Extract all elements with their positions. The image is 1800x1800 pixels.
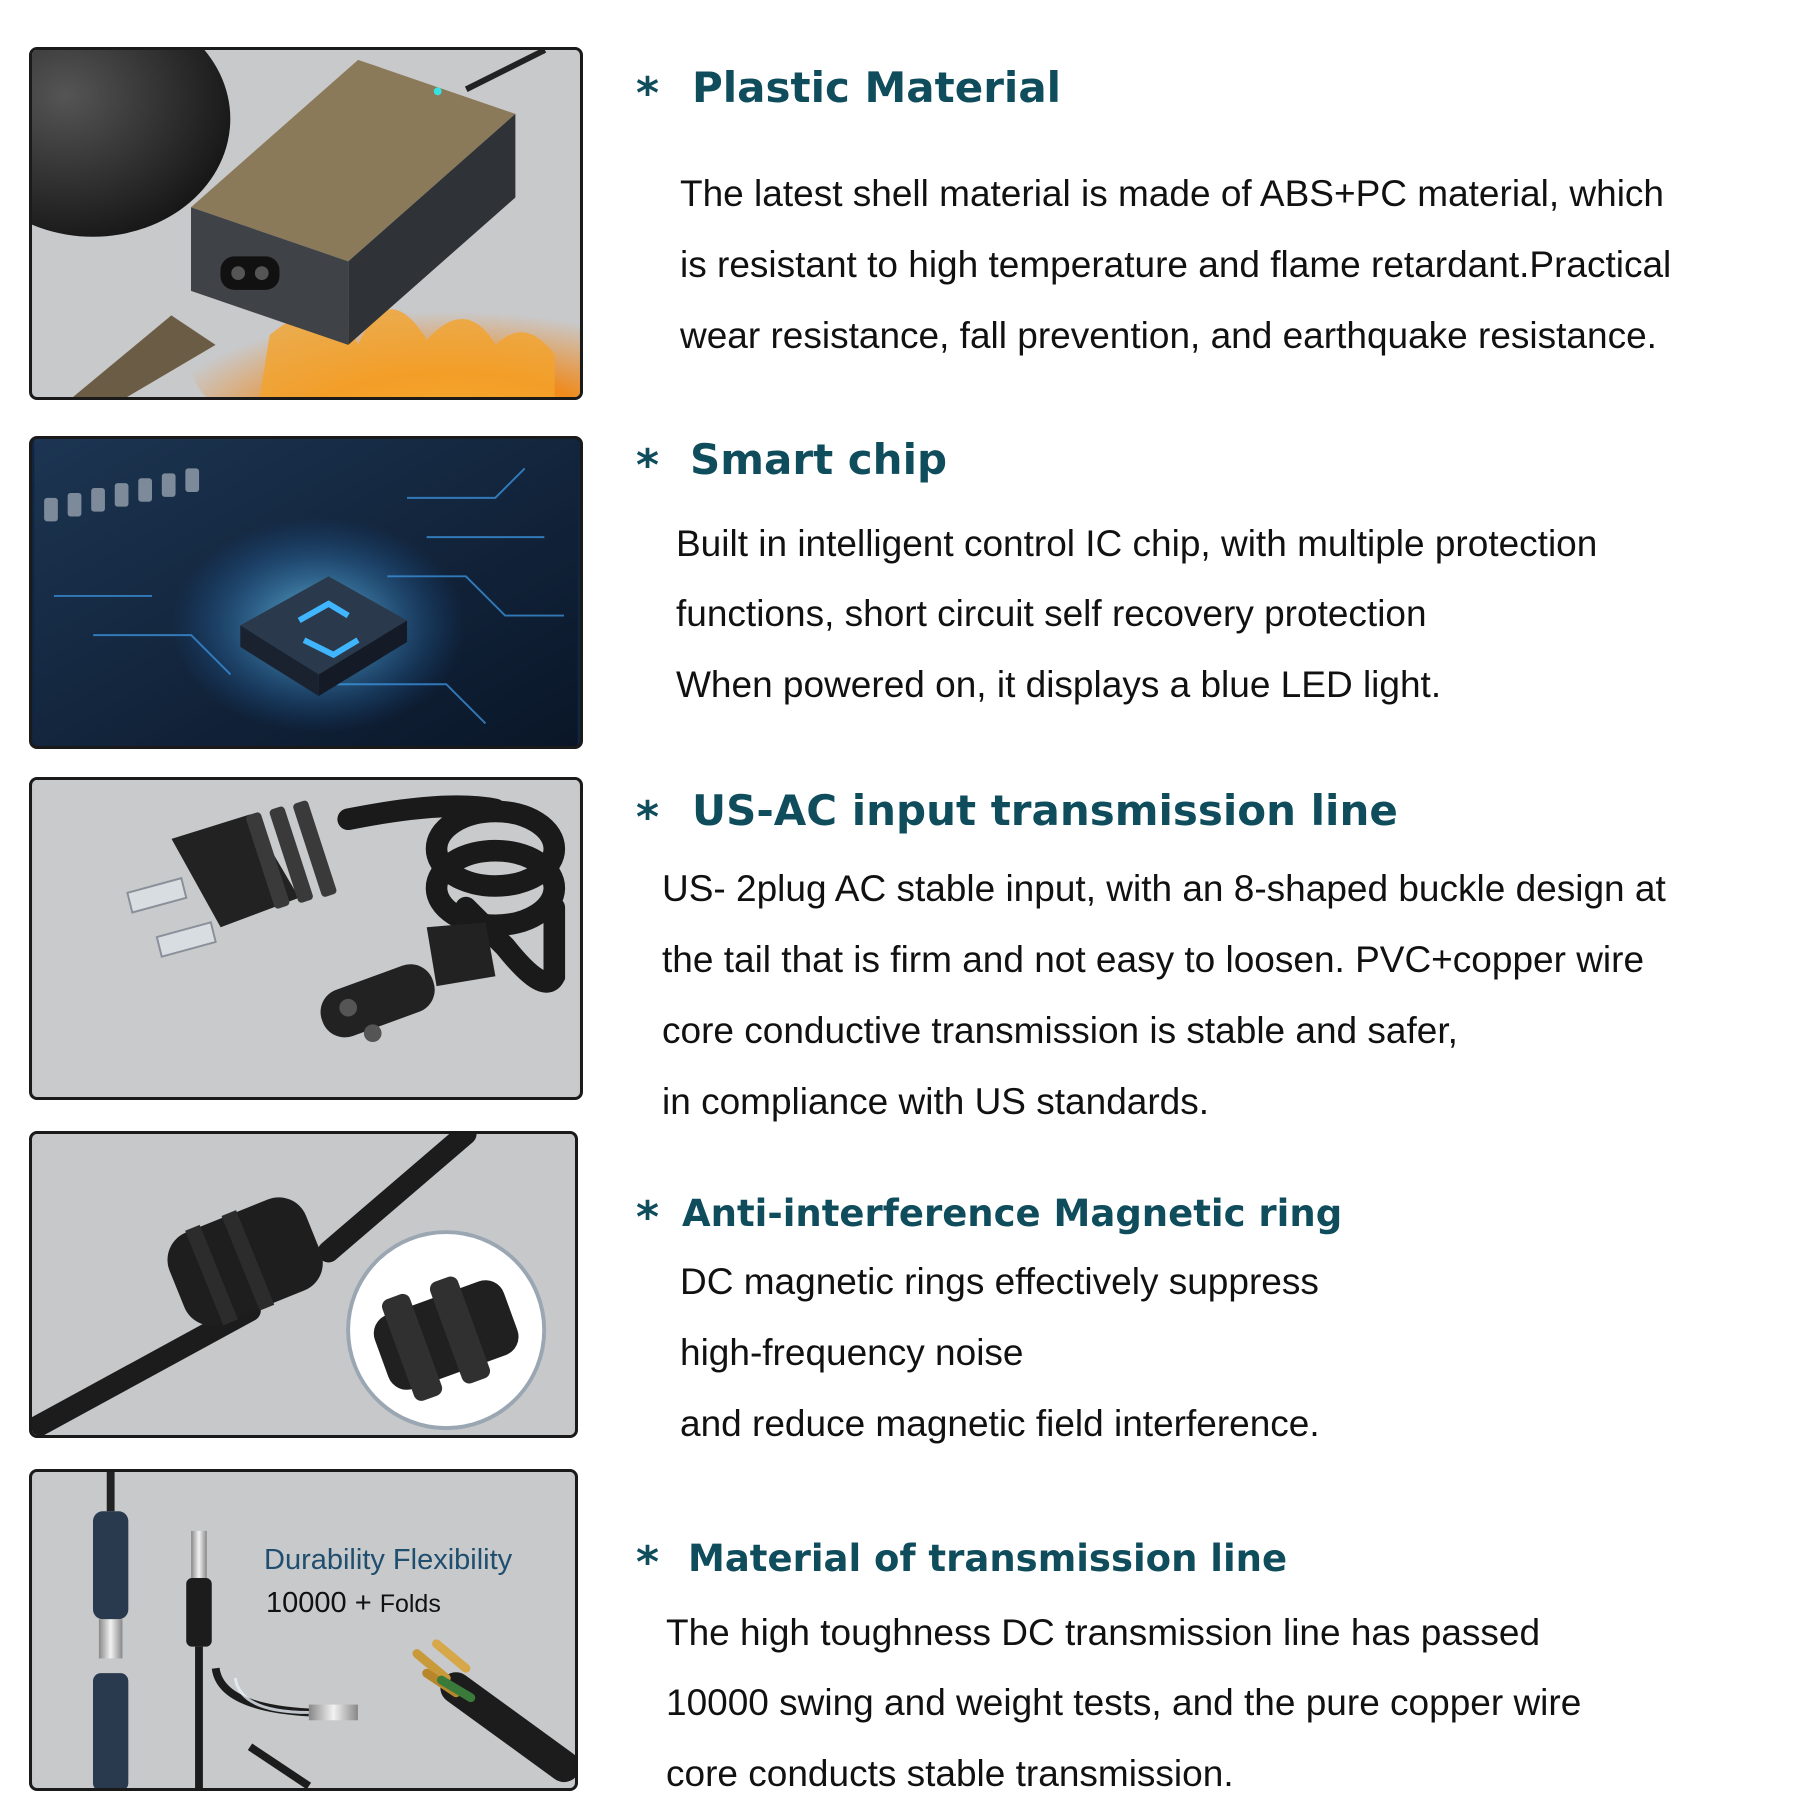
adapter-shell-flame-image: [29, 47, 583, 400]
feature-text-line: When powered on, it displays a blue LED light.: [676, 664, 1442, 705]
us-ac-plug-cable-image: [29, 777, 583, 1100]
feature-heading: Material of transmission line: [688, 1537, 1288, 1580]
bullet-star-icon: *: [636, 440, 660, 491]
durability-caption: Durability Flexibility: [264, 1544, 513, 1576]
plug-illustration: [32, 780, 580, 1097]
feature-text-line: Built in intelligent control IC chip, with multiple protection: [676, 523, 1598, 564]
adapter-illustration: [32, 50, 580, 397]
feature-text-line: high-frequency noise: [680, 1332, 1024, 1373]
feature-text-line: core conductive transmission is stable and safer,: [662, 1010, 1458, 1051]
dc-cable-illustration: [32, 1472, 575, 1788]
feature-text-line: 10000 swing and weight tests, and the pure copper wire: [666, 1682, 1582, 1723]
feature-text-line: The high toughness DC transmission line has passed: [666, 1612, 1541, 1653]
folds-count: [266, 1587, 441, 1620]
feature-text-line: core conducts stable transmission.: [666, 1753, 1234, 1794]
ferrite-illustration: [32, 1134, 575, 1435]
feature-text-line: US- 2plug AC stable input, with an 8-shaped buckle design at: [662, 868, 1666, 909]
feature-text-line: The latest shell material is made of ABS+PC material, which: [680, 173, 1665, 214]
feature-text-line: and reduce magnetic field interference.: [680, 1403, 1320, 1444]
feature-heading: US-AC input transmission line: [692, 786, 1398, 835]
bullet-star-icon: *: [636, 1192, 660, 1243]
folds-unit: Folds: [379, 1590, 441, 1618]
ferrite-ring-image: [29, 1131, 578, 1438]
feature-heading: Smart chip: [690, 435, 948, 484]
feature-text-line: DC magnetic rings effectively suppress: [680, 1261, 1319, 1302]
feature-heading: Plastic Material: [692, 63, 1062, 112]
bullet-star-icon: *: [636, 1537, 660, 1588]
feature-text-line: the tail that is firm and not easy to loosen. PVC+copper wire: [662, 939, 1645, 980]
feature-text-line: functions, short circuit self recovery protection: [676, 593, 1427, 634]
feature-text-line: is resistant to high temperature and flame retardant.Practical: [680, 244, 1672, 285]
dc-cable-bend-image: [29, 1469, 578, 1791]
feature-heading: Anti-interference Magnetic ring: [682, 1192, 1343, 1235]
bullet-star-icon: *: [636, 792, 660, 843]
ic-chip-circuit-image: [29, 436, 583, 749]
folds-number: 10000 +: [266, 1587, 372, 1619]
chip-illustration: [32, 439, 580, 746]
feature-text-line: wear resistance, fall prevention, and earthquake resistance.: [680, 315, 1657, 356]
bullet-star-icon: *: [636, 68, 660, 119]
feature-text-line: in compliance with US standards.: [662, 1081, 1210, 1122]
